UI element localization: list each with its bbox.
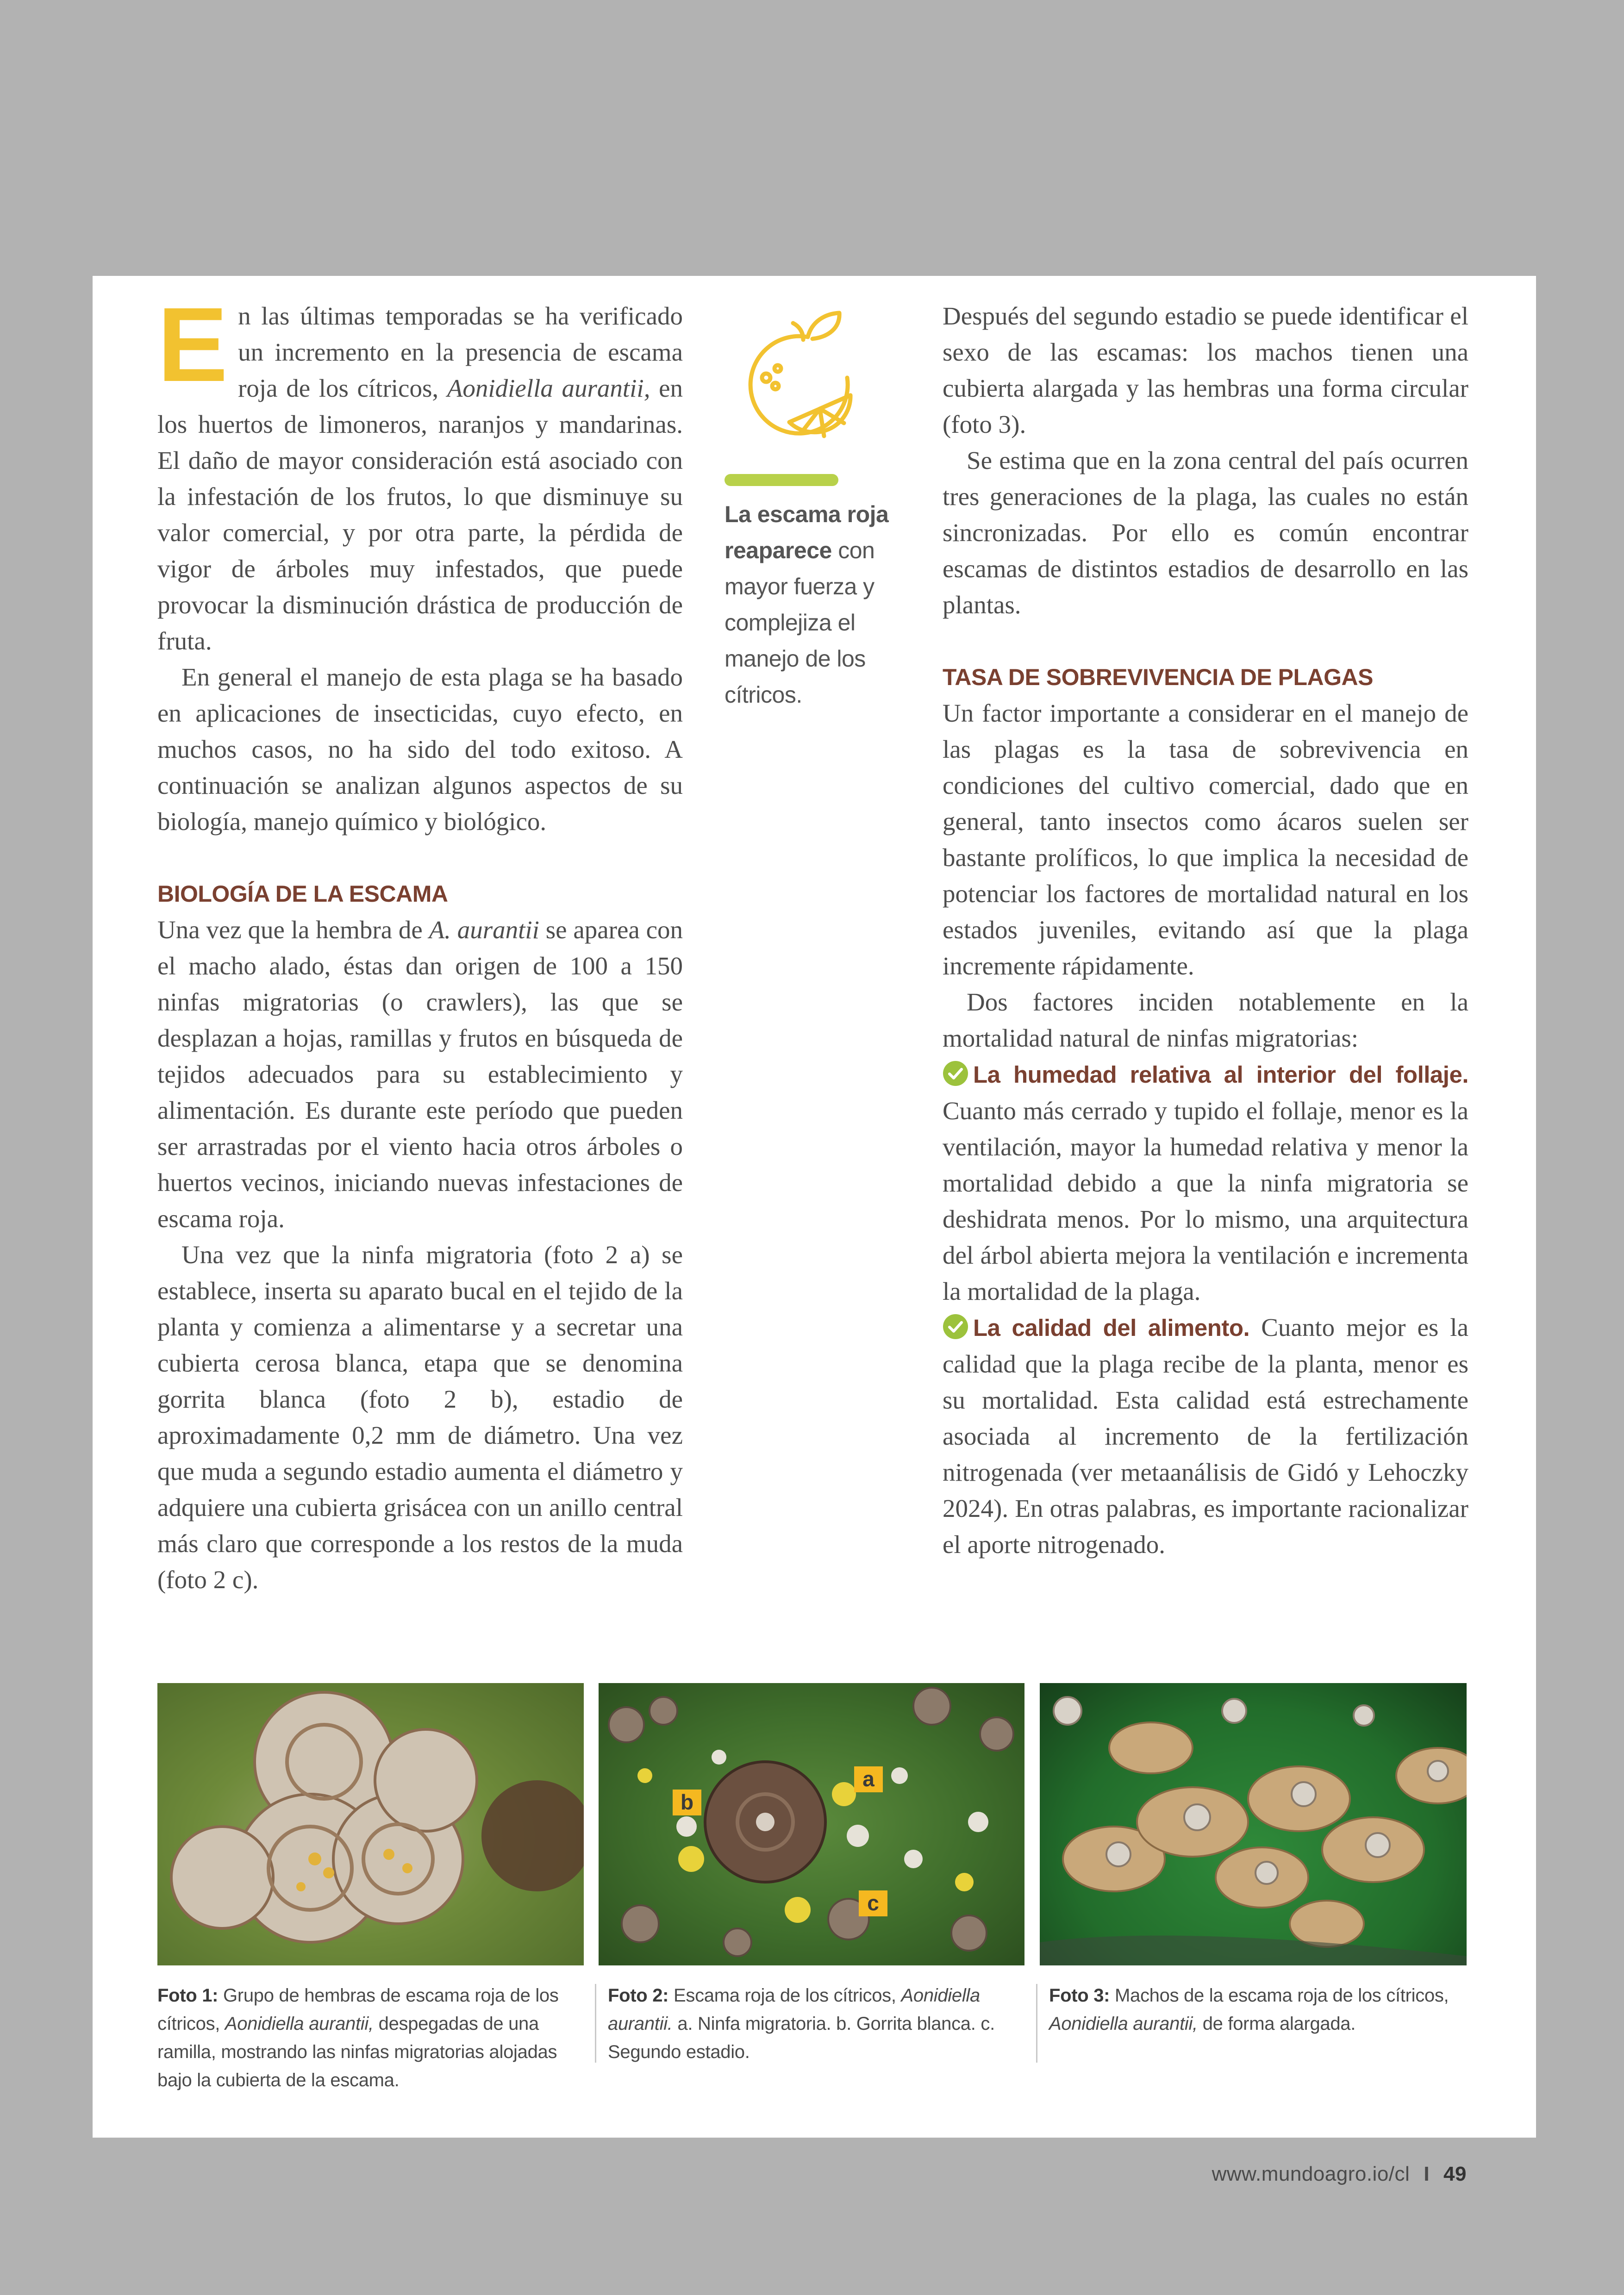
paragraph-nymph: Una vez que la ninfa migratoria (foto 2 a) se establece, inserta su aparato bucal en el tejido de la planta y comienza a alimentarse y a secretar una cubierta cerosa blanca, etapa que se denomina gorrita blanca (foto 2 b), estadio de aproximadamente 0,2 mm de diámetro. Una vez que muda a segundo estadio aumenta el diámetro y adquiere una cubierta grisácea con un anillo central más claro que corresponde a los restos de la muda (foto 2 c). <box>157 1241 683 1594</box>
page-number: 49 <box>1443 2163 1467 2185</box>
paragraph-biology: Una vez que la hembra de A. aurantii se aparea con el macho alado, éstas dan origen de 100 a 150 ninfas migratorias (o crawlers), las que se desplazan a hojas, ramillas y frutos en búsqueda de tejidos adecuados para su establecimiento y alimentación. Es durante este período que pueden ser arrastradas por el viento hacia otros árboles o huertos vecinos, iniciando nuevas infestaciones de escama roja. <box>157 916 683 1233</box>
footer-url[interactable]: www.mundoagro.io/cl <box>1212 2163 1410 2185</box>
left-column <box>157 286 683 1598</box>
right-column <box>943 298 1468 1563</box>
check-icon <box>943 1314 968 1340</box>
photo-1-female-scales <box>157 1683 584 1965</box>
paragraph-management: En general el manejo de esta plaga se ha basado en aplicaciones de insecticidas, cuyo efecto, en muchos casos, no ha sido del todo exitoso. A continuación se analizan algunos aspectos de su biología, manejo químico y biológico. <box>157 663 683 836</box>
pull-quote-text: La escama roja reaparece con mayor fuerza y complejiza el manejo de los cítricos. <box>725 501 889 708</box>
caption-photo-3: Foto 3: Machos de la escama roja de los cítricos, Aonidiella aurantii, de forma alargada. <box>1049 1985 1449 2034</box>
paragraph-generations: Se estima que en la zona central del país ocurren tres generaciones de la plaga, las cuales no están sincronizadas. Por ello es común encontrar escamas de distintos estadios de desarrollo en las plantas. <box>943 446 1468 619</box>
caption-divider <box>1036 1984 1037 2063</box>
photo-tag-a: a <box>854 1766 883 1792</box>
paragraph-sex: Después del segundo estadio se puede identificar el sexo de las escamas: los machos tienen una cubierta alargada y las hembras una forma circular (foto 3). <box>943 302 1468 438</box>
caption-photo-1: Foto 1: Grupo de hembras de escama roja de los cítricos, Aonidiella aurantii, despegadas de una ramilla, mostrando las ninfas migratorias alojadas bajo la cubierta de la escama. <box>157 1985 559 2090</box>
heading-survival: TASA DE SOBREVIVENCIA DE PLAGAS <box>943 664 1373 690</box>
caption-photo-2: Foto 2: Escama roja de los cítricos, Aonidiella aurantii. a. Ninfa migratoria. b. Gorrita blanca. c. Segundo estadio. <box>608 1985 995 2062</box>
magazine-page <box>93 276 1536 2138</box>
photo-3-male-scales <box>1040 1683 1467 1965</box>
photo-tag-b: b <box>673 1790 701 1815</box>
page-footer <box>1212 2163 1467 2186</box>
drop-cap: E <box>157 286 228 404</box>
bullet-humidity: La humedad relativa al interior del follaje. Cuanto más cerrado y tupido el follaje, menor es la ventilación, mayor la humedad relativa y menor la mortalidad debido a que la ninfa migratoria se deshidrata menos. Por lo mismo, una arquitectura del árbol abierta mejora la ventilación e incrementa la mortalidad de la plaga. <box>943 1061 1468 1305</box>
bullet-food-quality: La calidad del alimento. Cuanto mejor es la calidad que la plaga recibe de la planta, menor es su mortalidad. Esta calidad está estrechamente asociada al incremento de la fertilización nitrogenada (ver metaanálisis de Gidó y Lehoczky 2024). En otras palabras, es importante racionalizar el aporte nitrogenado. <box>943 1313 1468 1559</box>
photo-2-scale-stages <box>599 1683 1024 1965</box>
intro-paragraph: En las últimas temporadas se ha verificado un incremento en la presencia de escama roja de los cítricos, Aonidiella aurantii, en los huertos de limoneros, naranjos y mandarinas. El daño de mayor consideración está asociado con la infestación de los frutos, lo que disminuye su valor comercial, y por otra parte, la pérdida de vigor de árboles muy infestados, que puede provocar la disminución drástica de producción de fruta. <box>157 286 683 655</box>
paragraph-factors: Dos factores inciden notablemente en la mortalidad natural de ninfas migratorias: <box>943 988 1468 1052</box>
footer-separator: I <box>1424 2163 1430 2185</box>
caption-divider <box>595 1984 596 2063</box>
check-icon <box>943 1060 968 1086</box>
pull-quote <box>725 308 910 713</box>
pull-quote-bar <box>725 474 838 486</box>
citrus-icon <box>729 308 877 456</box>
paragraph-survival: Un factor importante a considerar en el manejo de las plagas es la tasa de sobrevivencia en condiciones del cultivo comercial, dado que en general, tanto insectos como ácaros suelen ser bastante prolíficos, lo que implica la necesidad de potenciar los factores de mortalidad natural en los estados juveniles, evitando así que la plaga incremente rápidamente. <box>943 699 1468 980</box>
heading-biology: BIOLOGÍA DE LA ESCAMA <box>157 881 448 907</box>
photo-tag-c: c <box>859 1890 887 1916</box>
